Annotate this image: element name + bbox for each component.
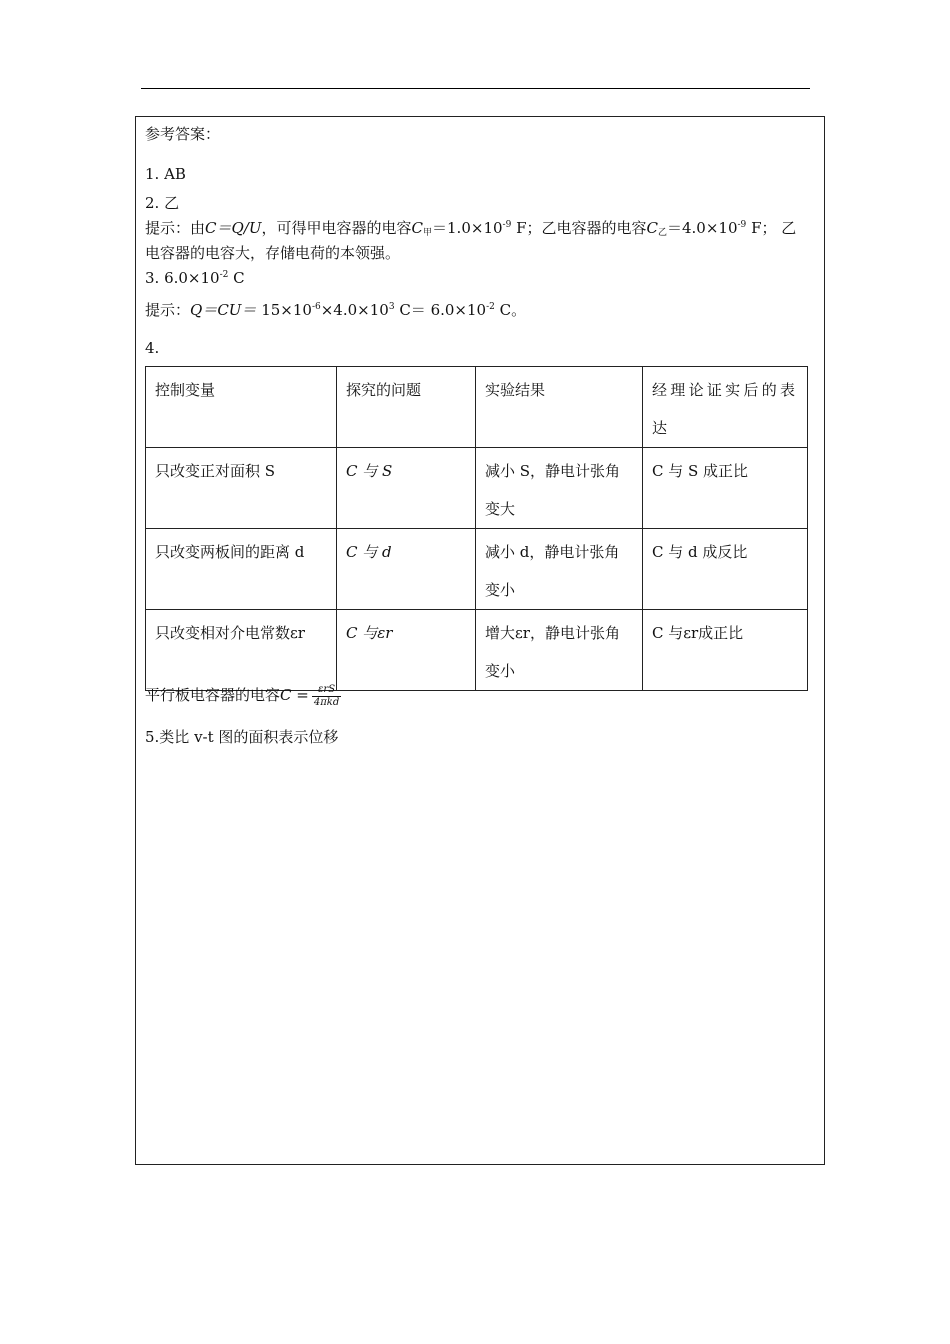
table-cell: 只改变两板间的距离 d <box>146 529 337 610</box>
var-c: C <box>646 219 658 237</box>
table-cell: 增大εr，静电计张角变小 <box>476 610 643 691</box>
table-cell: 减小 d，静电计张角变小 <box>476 529 643 610</box>
exponent: -6 <box>311 302 321 312</box>
answer-5: 5.类比 v-t 图的面积表示位移 <box>145 728 339 746</box>
table-header-cell: 实验结果 <box>476 367 643 448</box>
table-row <box>146 448 808 529</box>
answer-1: 1. AB <box>145 165 186 183</box>
hint-text: F；乙电容器的电容 <box>511 219 647 237</box>
table-header-cell: 探究的问题 <box>337 367 476 448</box>
answer-3-value: 3. 6.0×10 <box>145 269 220 287</box>
table-cell: 只改变相对介电常数εr <box>146 610 337 691</box>
table-header-cell: 控制变量 <box>146 367 337 448</box>
var-c: C <box>411 219 423 237</box>
capacitance-formula-line <box>145 682 341 709</box>
formula-q-cu: Q＝CU＝ <box>190 301 257 319</box>
formula-c-q-u: C＝Q/U <box>205 219 262 237</box>
value-c-jia: ＝1.0×10 <box>432 219 503 237</box>
table-cell: C 与 d <box>337 529 476 610</box>
table-cell: C 与 d 成反比 <box>643 529 808 610</box>
table-row <box>146 529 808 610</box>
table-row <box>146 610 808 691</box>
exponent: -2 <box>219 270 229 280</box>
table-cell: 减小 S，静电计张角变大 <box>476 448 643 529</box>
table-cell: C 与εr <box>337 610 476 691</box>
exponent: 3 <box>388 302 395 312</box>
table-cell: C 与 S 成正比 <box>643 448 808 529</box>
capacitance-fraction <box>312 684 341 709</box>
exponent: -9 <box>502 220 512 230</box>
answer-2-label: 2. 乙 <box>145 194 180 212</box>
answer-4-label: 4. <box>145 339 160 357</box>
header-rule <box>141 88 810 89</box>
hint-text: C＝ 6.0×10 <box>394 301 487 319</box>
formula-label: 平行板电容器的电容 <box>145 686 281 704</box>
hint-text: 提示：由 <box>145 219 206 237</box>
exponent: -2 <box>486 302 495 312</box>
subscript-yi: 乙 <box>657 228 667 238</box>
table-cell: 只改变正对面积 S <box>146 448 337 529</box>
table-header-cell: 经理论证实后的表达 <box>643 367 808 448</box>
answer-2-hint-line2: 电容器的电容大，存储电荷的本领强。 <box>145 244 401 262</box>
answer-2-hint-line1 <box>145 218 796 238</box>
answer-heading: 参考答案： <box>145 125 221 143</box>
exponent: -9 <box>737 220 747 230</box>
hint-text: F； 乙 <box>746 219 797 237</box>
unit: C <box>228 269 245 287</box>
answer-3-hint <box>145 300 526 320</box>
hint-text: C。 <box>494 301 527 319</box>
table-cell: C 与εr成正比 <box>643 610 808 691</box>
answer-3 <box>145 268 245 288</box>
fraction-denominator: 4πkd <box>313 696 340 708</box>
hint-text: ，可得甲电容器的电容 <box>261 219 412 237</box>
fraction-numerator: εrS <box>312 684 341 697</box>
hint-text: 提示： <box>145 301 191 319</box>
subscript-jia: 甲 <box>423 228 433 238</box>
hint-text: 15×10 <box>256 301 312 319</box>
table-cell: C 与 S <box>337 448 476 529</box>
formula-lhs: C = <box>280 686 309 704</box>
capacitor-experiment-table <box>145 366 808 691</box>
value-c-yi: ＝4.0×10 <box>667 219 738 237</box>
hint-text: ×4.0×10 <box>320 301 389 319</box>
table-header-row <box>146 367 808 448</box>
